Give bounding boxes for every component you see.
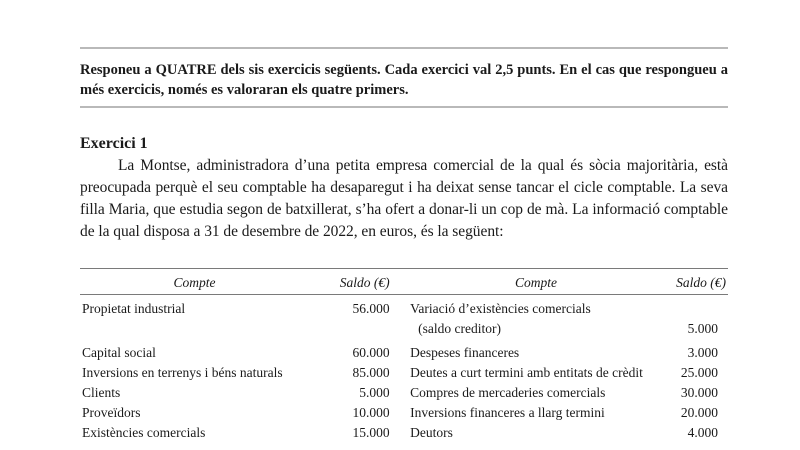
account-value: 3.000 xyxy=(687,345,718,360)
accounts-table xyxy=(80,272,728,443)
table-row xyxy=(80,423,728,443)
table-row xyxy=(80,319,728,339)
account-value: 30.000 xyxy=(680,385,718,400)
account-name: Despeses financeres xyxy=(410,345,520,360)
instructions-text: Responeu a QUATRE dels sis exercicis següents. Cada exercici val 2,5 punts. En el cas que respongueu a més exercicis, només es valoraran els quatre primers. xyxy=(80,62,728,98)
account-value: 5.000 xyxy=(359,385,390,400)
top-rule xyxy=(80,47,728,49)
table-row xyxy=(80,363,728,383)
account-value: 5.000 xyxy=(687,321,718,336)
account-name: Proveïdors xyxy=(82,405,141,420)
account-value: 15.000 xyxy=(352,425,390,440)
account-name: Inversions financeres a llarg termini xyxy=(410,405,605,420)
header-saldo-right: Saldo (€) xyxy=(676,275,726,290)
account-name: Inversions en terrenys i béns naturals xyxy=(82,365,283,380)
table-header-row xyxy=(80,272,728,295)
account-subnote: (saldo creditor) xyxy=(418,321,501,336)
header-compte-left: Compte xyxy=(173,275,216,290)
account-value: 25.000 xyxy=(680,365,718,380)
account-name: Clients xyxy=(82,385,121,400)
table-row xyxy=(80,403,728,423)
account-name: Deutors xyxy=(410,425,453,440)
account-value: 4.000 xyxy=(687,425,718,440)
account-name: Compres de mercaderies comercials xyxy=(410,385,606,400)
instructions-bottom-rule xyxy=(80,106,728,108)
account-value: 20.000 xyxy=(680,405,718,420)
table-row xyxy=(80,383,728,403)
account-name: Existències comercials xyxy=(82,425,206,440)
account-name: Variació d’existències comercials xyxy=(410,301,591,316)
table-row xyxy=(80,343,728,363)
table-row xyxy=(80,299,728,319)
account-value: 56.000 xyxy=(352,301,390,316)
account-value: 10.000 xyxy=(352,405,390,420)
header-compte-right: Compte xyxy=(515,275,558,290)
account-name: Deutes a curt termini amb entitats de crèdit xyxy=(410,365,643,380)
account-name: Propietat industrial xyxy=(82,301,186,316)
table-top-rule xyxy=(80,268,728,269)
exercise-title: Exercici 1 xyxy=(80,135,148,152)
header-saldo-left: Saldo (€) xyxy=(339,275,390,290)
account-name: Capital social xyxy=(82,345,156,360)
account-value: 85.000 xyxy=(352,365,390,380)
account-value: 60.000 xyxy=(352,345,390,360)
exercise-text: La Montse, administradora d’una petita empresa comercial de la qual és sòcia majoritària, està preocupada perquè el seu comptable ha desaparegut i ha deixat sense tancar el cicle comptable. La seva filla Maria, que estudia segon de batxillerat, s’ha ofert a donar-li un cop de mà. La informació comptable de la qual disposa a 31 de desembre de 2022, en euros, és la següent: xyxy=(80,157,728,240)
